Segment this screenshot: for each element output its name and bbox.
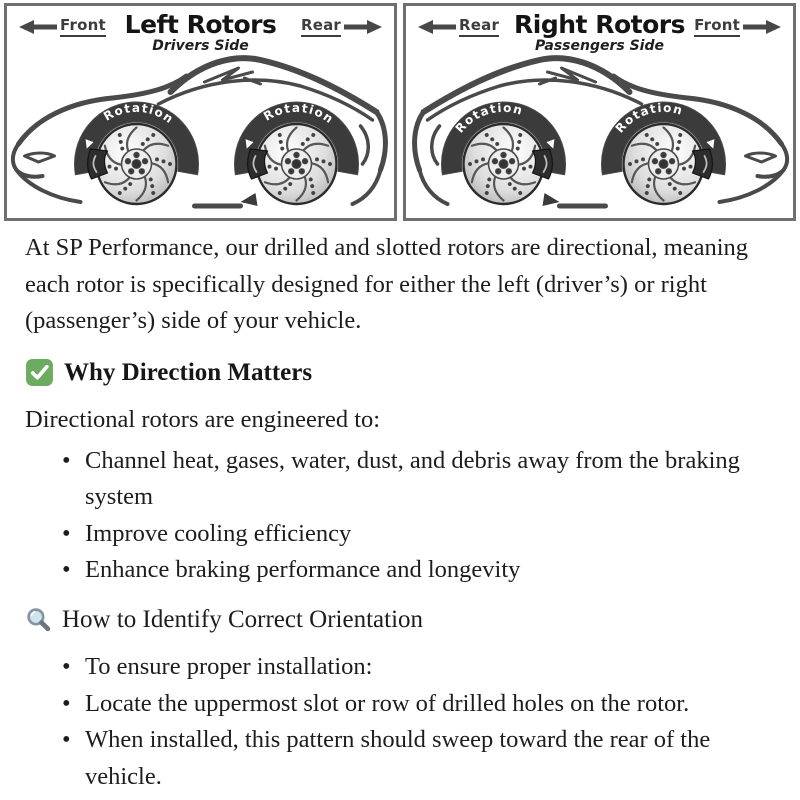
orientation-list — [25, 649, 770, 795]
benefits-list — [25, 443, 770, 589]
section-heading-why-direction-matters — [25, 355, 770, 392]
list-item: • Improve cooling efficiency — [85, 516, 770, 553]
right-car-illustration — [406, 6, 793, 218]
heading-text: How to Identify Correct Orientation — [62, 605, 424, 633]
panel-title: Left Rotors — [124, 10, 277, 39]
list-item: • Enhance braking performance and longevity — [85, 552, 770, 589]
direction-label-rear: Rear — [301, 17, 341, 37]
direction-label-rear: Rear — [459, 17, 499, 37]
panel-subtitle: Passengers Side — [535, 38, 664, 55]
right-rotors-panel — [403, 3, 796, 221]
rotor-direction-diagram — [0, 0, 800, 221]
panel-title: Right Rotors — [514, 10, 685, 39]
article-content — [0, 221, 800, 795]
left-rotors-panel — [4, 3, 397, 221]
list-item: • When installed, this pattern should sweep toward the rear of the vehicle. — [85, 722, 770, 795]
rotation-label: Rotation — [612, 100, 685, 136]
list-item: • To ensure proper installation: — [85, 649, 770, 686]
section-heading-how-to-identify — [25, 602, 770, 639]
rotation-label: Rotation — [261, 100, 337, 127]
list-item: • Locate the uppermost slot or row of drilled holes on the rotor. — [85, 686, 770, 723]
intro-paragraph: At SP Performance, our drilled and slotted rotors are directional, meaning each rotor is specifically designed for either the left (driver’s) or right (passenger’s) side of your vehicle. — [25, 234, 749, 334]
rotation-label: Rotation — [452, 100, 525, 136]
magnifying-glass-icon — [25, 606, 52, 633]
check-mark-icon — [25, 358, 54, 387]
heading-text: Why Direction Matters — [64, 358, 313, 386]
rotation-label: Rotation — [101, 100, 177, 127]
direction-label-front: Front — [694, 17, 740, 37]
panel-subtitle: Drivers Side — [152, 38, 249, 55]
left-car-illustration — [7, 6, 394, 218]
direction-label-front: Front — [60, 17, 106, 37]
lead-text: Directional rotors are engineered to: — [25, 406, 381, 433]
list-item: • Channel heat, gases, water, dust, and debris away from the braking system — [85, 443, 770, 516]
